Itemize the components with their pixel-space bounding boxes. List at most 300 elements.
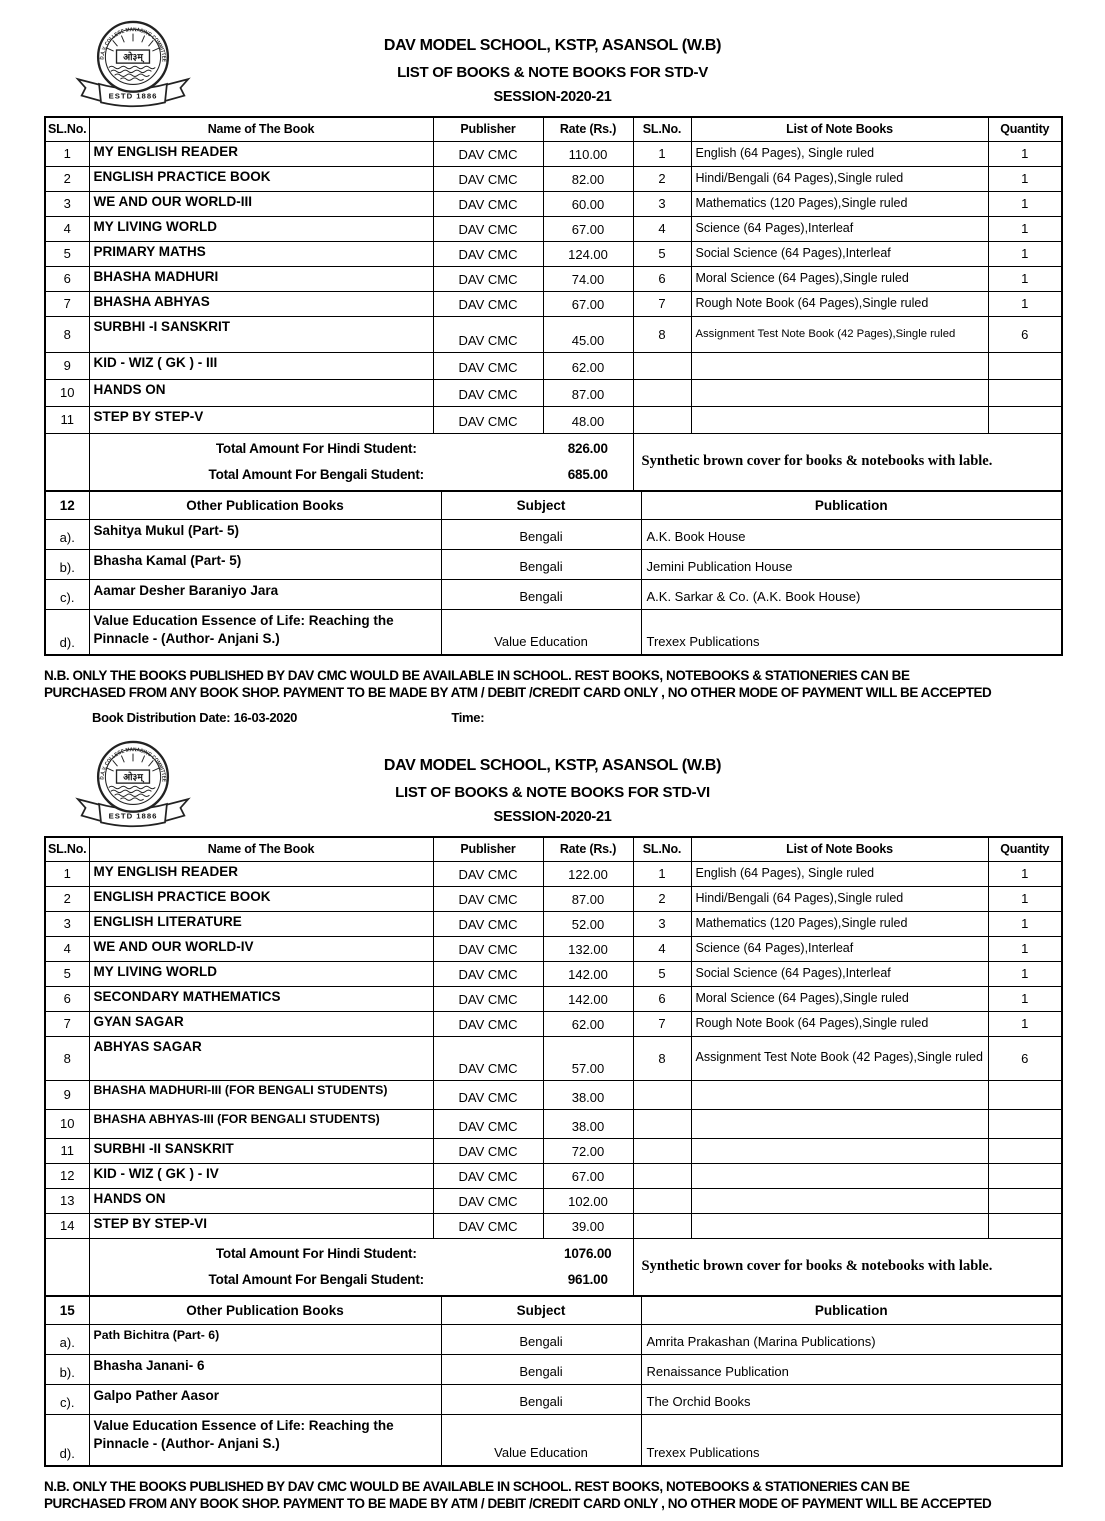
rate-cell: 62.00 (543, 1011, 633, 1036)
publisher-cell: DAV CMC (433, 1188, 543, 1213)
book-slno-cell: 6 (45, 266, 89, 291)
book-name-cell: BHASHA ABHYAS-III (FOR BENGALI STUDENTS) (89, 1109, 433, 1138)
book-slno-cell: 12 (45, 1163, 89, 1188)
pub-publication-cell: Trexex Publications (641, 609, 1062, 655)
subject-header: Subject (441, 491, 641, 519)
book-slno-cell: 14 (45, 1213, 89, 1238)
quantity-cell (988, 1188, 1062, 1213)
book-row (45, 886, 1062, 911)
publisher-cell: DAV CMC (433, 886, 543, 911)
total-bengali-value: 961.00 (567, 1272, 608, 1288)
title-block (44, 20, 1061, 105)
totals-row (45, 1238, 1062, 1296)
publisher-cell: DAV CMC (433, 241, 543, 266)
quantity-cell: 1 (988, 986, 1062, 1011)
notebook-slno-cell: 5 (633, 241, 691, 266)
book-row (45, 936, 1062, 961)
rate-cell: 72.00 (543, 1138, 633, 1163)
quantity-cell: 1 (988, 291, 1062, 316)
session-title: SESSION-2020-21 (493, 809, 612, 825)
pub-name-cell: Value Education Essence of Life: Reaching the Pinnacle - (Author- Anjani S.) (89, 1414, 441, 1466)
quantity-cell: 1 (988, 961, 1062, 986)
book-row (45, 406, 1062, 433)
rate-cell: 48.00 (543, 406, 633, 433)
book-name-cell: MY ENGLISH READER (89, 861, 433, 886)
book-slno-cell: 4 (45, 936, 89, 961)
book-slno-cell: 11 (45, 406, 89, 433)
book-row (45, 1080, 1062, 1109)
publisher-cell: DAV CMC (433, 216, 543, 241)
rate-cell: 67.00 (543, 291, 633, 316)
notebook-name-cell: Rough Note Book (64 Pages),Single ruled (691, 1011, 988, 1036)
book-name-cell: ENGLISH LITERATURE (89, 911, 433, 936)
publisher-cell: DAV CMC (433, 379, 543, 406)
notebook-name-cell (691, 1163, 988, 1188)
book-row (45, 986, 1062, 1011)
quantity-cell (988, 1080, 1062, 1109)
cover-note: Synthetic brown cover for books & notebooks with lable. (633, 433, 1062, 491)
notebook-name-cell: Science (64 Pages),Interleaf (691, 936, 988, 961)
notebook-slno-cell: 7 (633, 291, 691, 316)
nb-note (44, 667, 1061, 701)
total-hindi-value: 1076.00 (564, 1246, 612, 1262)
school-logo-icon (70, 740, 196, 834)
publisher-cell: DAV CMC (433, 1138, 543, 1163)
publisher-cell: DAV CMC (433, 316, 543, 352)
rate-cell: 87.00 (543, 379, 633, 406)
book-row (45, 1188, 1062, 1213)
notebook-name-cell: Moral Science (64 Pages),Single ruled (691, 986, 988, 1011)
publisher-cell: DAV CMC (433, 936, 543, 961)
rate-cell: 142.00 (543, 961, 633, 986)
notebook-slno-cell: 6 (633, 986, 691, 1011)
notebook-name-cell: Social Science (64 Pages),Interleaf (691, 961, 988, 986)
book-slno-cell: 8 (45, 1036, 89, 1080)
publication-header: Publication (641, 491, 1062, 519)
pub-subject-cell: Value Education (441, 1414, 641, 1466)
publisher-cell: DAV CMC (433, 1080, 543, 1109)
pub-slno-cell: b). (45, 1354, 89, 1384)
rate-cell: 82.00 (543, 166, 633, 191)
section-header (44, 20, 1061, 116)
rate-cell: 67.00 (543, 1163, 633, 1188)
book-name-cell: BHASHA ABHYAS (89, 291, 433, 316)
notebook-name-cell: Hindi/Bengali (64 Pages),Single ruled (691, 166, 988, 191)
book-slno-cell: 9 (45, 1080, 89, 1109)
book-name-cell: STEP BY STEP-V (89, 406, 433, 433)
school-name: DAV MODEL SCHOOL, KSTP, ASANSOL (W.B) (383, 37, 722, 54)
pub-slno-cell: d). (45, 609, 89, 655)
book-slno-cell: 3 (45, 911, 89, 936)
quantity-cell (988, 1163, 1062, 1188)
book-name-cell: SURBHI -I SANSKRIT (89, 316, 433, 352)
notebook-slno-cell (633, 352, 691, 379)
publisher-cell: DAV CMC (433, 1109, 543, 1138)
nb-note (44, 1478, 1061, 1512)
book-name-cell: HANDS ON (89, 379, 433, 406)
table-header-row (45, 837, 1062, 861)
total-bengali-label: Total Amount For Bengali Student: (208, 467, 424, 483)
notebook-slno-cell: 3 (633, 911, 691, 936)
quantity-cell: 1 (988, 1011, 1062, 1036)
list-title: LIST OF BOOKS & NOTE BOOKS FOR STD-VI (395, 784, 710, 801)
total-hindi-label: Total Amount For Hindi Student: (215, 441, 417, 457)
rate-cell: 39.00 (543, 1213, 633, 1238)
publisher-cell: DAV CMC (433, 166, 543, 191)
rate-cell: 57.00 (543, 1036, 633, 1080)
notebook-slno-cell (633, 379, 691, 406)
notebook-name-cell: Mathematics (120 Pages),Single ruled (691, 911, 988, 936)
pub-subject-cell: Bengali (441, 1324, 641, 1354)
notebook-slno-cell: 8 (633, 316, 691, 352)
publisher-cell: DAV CMC (433, 1011, 543, 1036)
book-name-cell: MY ENGLISH READER (89, 141, 433, 166)
book-name-cell: ENGLISH PRACTICE BOOK (89, 166, 433, 191)
pub-subject-cell: Value Education (441, 609, 641, 655)
quantity-cell (988, 379, 1062, 406)
pub-subject-cell: Bengali (441, 1354, 641, 1384)
totals-labels (89, 1238, 543, 1296)
pub-slno-cell: a). (45, 1324, 89, 1354)
book-name-cell: STEP BY STEP-VI (89, 1213, 433, 1238)
publication-row (45, 609, 1062, 655)
book-name-cell: SURBHI -II SANSKRIT (89, 1138, 433, 1163)
quantity-cell: 6 (988, 316, 1062, 352)
notebook-name-cell (691, 1080, 988, 1109)
book-slno-cell: 5 (45, 961, 89, 986)
section-header (44, 740, 1061, 836)
quantity-cell (988, 406, 1062, 433)
pub-slno-cell: a). (45, 519, 89, 549)
quantity-cell: 1 (988, 861, 1062, 886)
publications-title-header: Other Publication Books (89, 1296, 441, 1324)
pub-name-cell: Bhasha Kamal (Part- 5) (89, 549, 441, 579)
notebook-slno-cell: 7 (633, 1011, 691, 1036)
subject-header: Subject (441, 1296, 641, 1324)
total-hindi-label: Total Amount For Hindi Student: (215, 1246, 417, 1262)
publications-title-header: Other Publication Books (89, 491, 441, 519)
table-header-cell: SL.No. (45, 117, 89, 141)
session-title: SESSION-2020-21 (493, 89, 612, 105)
notebook-slno-cell: 6 (633, 266, 691, 291)
book-slno-cell: 9 (45, 352, 89, 379)
publisher-cell: DAV CMC (433, 1036, 543, 1080)
pub-subject-cell: Bengali (441, 519, 641, 549)
totals-empty-cell (45, 1238, 89, 1296)
rate-cell: 110.00 (543, 141, 633, 166)
notebook-slno-cell (633, 1163, 691, 1188)
quantity-cell (988, 1109, 1062, 1138)
notebook-slno-cell: 4 (633, 936, 691, 961)
rate-cell: 52.00 (543, 911, 633, 936)
publisher-cell: DAV CMC (433, 1213, 543, 1238)
pub-publication-cell: A.K. Book House (641, 519, 1062, 549)
book-row (45, 911, 1062, 936)
book-row (45, 1213, 1062, 1238)
pub-name-cell: Sahitya Mukul (Part- 5) (89, 519, 441, 549)
rate-cell: 74.00 (543, 266, 633, 291)
school-logo-icon (70, 20, 196, 114)
table-header-cell: SL.No. (633, 837, 691, 861)
notebook-name-cell: Assignment Test Note Book (42 Pages),Single ruled (691, 1036, 988, 1080)
pub-slno-cell: c). (45, 579, 89, 609)
book-slno-cell: 7 (45, 1011, 89, 1036)
rate-cell: 124.00 (543, 241, 633, 266)
notebook-name-cell: Moral Science (64 Pages),Single ruled (691, 266, 988, 291)
distribution-date-label: Book Distribution Date: 16-03-2020 (92, 710, 298, 725)
table-header-cell: Quantity (988, 837, 1062, 861)
book-row (45, 241, 1062, 266)
logo-ring-text: D.A.V. COLLEGE MANAGING COMMITTEE (99, 747, 167, 783)
totals-empty-cell (45, 433, 89, 491)
publisher-cell: DAV CMC (433, 291, 543, 316)
title-block (44, 740, 1061, 825)
quantity-cell (988, 352, 1062, 379)
table-header-cell: Rate (Rs.) (543, 117, 633, 141)
pub-publication-cell: Renaissance Publication (641, 1354, 1062, 1384)
book-name-cell: ENGLISH PRACTICE BOOK (89, 886, 433, 911)
book-slno-cell: 8 (45, 316, 89, 352)
book-slno-cell: 5 (45, 241, 89, 266)
pub-name-cell: Galpo Pather Aasor (89, 1384, 441, 1414)
pub-subject-cell: Bengali (441, 1384, 641, 1414)
publications-header-row (45, 491, 1062, 519)
book-row (45, 266, 1062, 291)
notebook-name-cell: Mathematics (120 Pages),Single ruled (691, 191, 988, 216)
book-name-cell: HANDS ON (89, 1188, 433, 1213)
rate-cell: 60.00 (543, 191, 633, 216)
pub-publication-cell: The Orchid Books (641, 1384, 1062, 1414)
pub-publication-cell: A.K. Sarkar & Co. (A.K. Book House) (641, 579, 1062, 609)
book-name-cell: BHASHA MADHURI-III (FOR BENGALI STUDENTS) (89, 1080, 433, 1109)
book-slno-cell: 4 (45, 216, 89, 241)
rate-cell: 122.00 (543, 861, 633, 886)
publisher-cell: DAV CMC (433, 406, 543, 433)
om-text: ओ३म् (123, 52, 143, 64)
notebook-name-cell: Hindi/Bengali (64 Pages),Single ruled (691, 886, 988, 911)
book-row (45, 1109, 1062, 1138)
estd-text: ESTD 1886 (108, 811, 158, 821)
rate-cell: 102.00 (543, 1188, 633, 1213)
publication-header: Publication (641, 1296, 1062, 1324)
notebook-name-cell: English (64 Pages), Single ruled (691, 141, 988, 166)
publisher-cell: DAV CMC (433, 352, 543, 379)
book-slno-cell: 1 (45, 861, 89, 886)
school-name: DAV MODEL SCHOOL, KSTP, ASANSOL (W.B) (383, 757, 722, 774)
publisher-cell: DAV CMC (433, 861, 543, 886)
quantity-cell: 1 (988, 936, 1062, 961)
quantity-cell: 1 (988, 266, 1062, 291)
rate-cell: 67.00 (543, 216, 633, 241)
notebook-slno-cell: 1 (633, 861, 691, 886)
book-slno-cell: 6 (45, 986, 89, 1011)
book-row (45, 1163, 1062, 1188)
book-slno-cell: 7 (45, 291, 89, 316)
total-bengali-value: 685.00 (567, 467, 608, 483)
book-name-cell: SECONDARY MATHEMATICS (89, 986, 433, 1011)
notebook-slno-cell: 2 (633, 166, 691, 191)
book-slno-cell: 10 (45, 1109, 89, 1138)
book-row (45, 379, 1062, 406)
publisher-cell: DAV CMC (433, 911, 543, 936)
book-row (45, 1036, 1062, 1080)
total-hindi-value: 826.00 (567, 441, 608, 457)
book-row (45, 861, 1062, 886)
notebook-slno-cell (633, 1188, 691, 1213)
notebook-slno-cell: 3 (633, 191, 691, 216)
notebook-slno-cell (633, 1213, 691, 1238)
notebook-name-cell (691, 1188, 988, 1213)
estd-text: ESTD 1886 (108, 91, 158, 101)
publications-slno-header: 15 (45, 1296, 89, 1324)
book-row (45, 961, 1062, 986)
table-header-cell: Name of The Book (89, 837, 433, 861)
notebook-slno-cell: 1 (633, 141, 691, 166)
pub-publication-cell: Trexex Publications (641, 1414, 1062, 1466)
publisher-cell: DAV CMC (433, 191, 543, 216)
notebook-name-cell: Assignment Test Note Book (42 Pages),Single ruled (691, 316, 988, 352)
quantity-cell: 1 (988, 241, 1062, 266)
quantity-cell: 1 (988, 141, 1062, 166)
publication-row (45, 1384, 1062, 1414)
totals-values (543, 433, 633, 491)
notebook-slno-cell: 4 (633, 216, 691, 241)
book-name-cell: WE AND OUR WORLD-IV (89, 936, 433, 961)
book-row (45, 352, 1062, 379)
table-header-cell: Name of The Book (89, 117, 433, 141)
nb-note-line: PURCHASED FROM ANY BOOK SHOP. PAYMENT TO BE MADE BY ATM / DEBIT /CREDIT CARD ONLY , NO OTHER MODE OF PAYMENT WILL BE ACCEPTED (44, 1496, 992, 1511)
book-name-cell: MY LIVING WORLD (89, 961, 433, 986)
notebook-name-cell (691, 1138, 988, 1163)
publisher-cell: DAV CMC (433, 986, 543, 1011)
notebook-slno-cell: 2 (633, 886, 691, 911)
notebook-name-cell: English (64 Pages), Single ruled (691, 861, 988, 886)
quantity-cell: 1 (988, 166, 1062, 191)
notebook-name-cell: Rough Note Book (64 Pages),Single ruled (691, 291, 988, 316)
table-header-cell: Quantity (988, 117, 1062, 141)
nb-note-line: N.B. ONLY THE BOOKS PUBLISHED BY DAV CMC WOULD BE AVAILABLE IN SCHOOL. REST BOOKS, NOTEBOOKS & STATIONERIES CAN BE (44, 668, 910, 683)
table-header-cell: Publisher (433, 117, 543, 141)
rate-cell: 132.00 (543, 936, 633, 961)
rate-cell: 142.00 (543, 986, 633, 1011)
book-slno-cell: 2 (45, 886, 89, 911)
pub-slno-cell: d). (45, 1414, 89, 1466)
notebook-name-cell (691, 1213, 988, 1238)
publication-row (45, 549, 1062, 579)
quantity-cell: 1 (988, 191, 1062, 216)
quantity-cell: 1 (988, 216, 1062, 241)
book-slno-cell: 3 (45, 191, 89, 216)
notebook-name-cell: Social Science (64 Pages),Interleaf (691, 241, 988, 266)
time-label: Time: (451, 710, 485, 725)
books-table (44, 836, 1063, 1297)
quantity-cell: 1 (988, 886, 1062, 911)
nb-note-line: PURCHASED FROM ANY BOOK SHOP. PAYMENT TO BE MADE BY ATM / DEBIT /CREDIT CARD ONLY , NO OTHER MODE OF PAYMENT WILL BE ACCEPTED (44, 685, 992, 700)
table-header-cell: Rate (Rs.) (543, 837, 633, 861)
pub-subject-cell: Bengali (441, 579, 641, 609)
pub-subject-cell: Bengali (441, 549, 641, 579)
notebook-name-cell (691, 406, 988, 433)
book-name-cell: GYAN SAGAR (89, 1011, 433, 1036)
book-row (45, 216, 1062, 241)
book-row (45, 291, 1062, 316)
table-header-row (45, 117, 1062, 141)
book-name-cell: MY LIVING WORLD (89, 216, 433, 241)
book-list-section (44, 20, 1061, 730)
notebook-slno-cell (633, 406, 691, 433)
publication-row (45, 1414, 1062, 1466)
book-row (45, 166, 1062, 191)
book-slno-cell: 2 (45, 166, 89, 191)
book-name-cell: ABHYAS SAGAR (89, 1036, 433, 1080)
notebook-slno-cell (633, 1138, 691, 1163)
pub-name-cell: Value Education Essence of Life: Reaching the Pinnacle - (Author- Anjani S.) (89, 609, 441, 655)
publications-table (44, 490, 1063, 656)
pub-slno-cell: c). (45, 1384, 89, 1414)
totals-labels (89, 433, 543, 491)
pub-slno-cell: b). (45, 549, 89, 579)
quantity-cell: 6 (988, 1036, 1062, 1080)
book-name-cell: KID - WIZ ( GK ) - III (89, 352, 433, 379)
totals-values (543, 1238, 633, 1296)
rate-cell: 38.00 (543, 1080, 633, 1109)
notebook-name-cell (691, 352, 988, 379)
list-title: LIST OF BOOKS & NOTE BOOKS FOR STD-V (397, 64, 708, 81)
publications-header-row (45, 1296, 1062, 1324)
publications-slno-header: 12 (45, 491, 89, 519)
notebook-slno-cell: 5 (633, 961, 691, 986)
publication-row (45, 519, 1062, 549)
book-row (45, 316, 1062, 352)
publications-table (44, 1295, 1063, 1467)
rate-cell: 45.00 (543, 316, 633, 352)
book-slno-cell: 1 (45, 141, 89, 166)
book-slno-cell: 13 (45, 1188, 89, 1213)
book-row (45, 1011, 1062, 1036)
om-text: ओ३म् (123, 772, 143, 784)
table-header-cell: SL.No. (45, 837, 89, 861)
book-list-section (44, 740, 1061, 1512)
pub-name-cell: Bhasha Janani- 6 (89, 1354, 441, 1384)
notebook-slno-cell (633, 1109, 691, 1138)
rate-cell: 38.00 (543, 1109, 633, 1138)
notebook-slno-cell: 8 (633, 1036, 691, 1080)
pub-publication-cell: Jemini Publication House (641, 549, 1062, 579)
books-table (44, 116, 1063, 492)
rate-cell: 62.00 (543, 352, 633, 379)
quantity-cell: 1 (988, 911, 1062, 936)
totals-row (45, 433, 1062, 491)
pub-publication-cell: Amrita Prakashan (Marina Publications) (641, 1324, 1062, 1354)
publication-row (45, 1324, 1062, 1354)
total-bengali-label: Total Amount For Bengali Student: (208, 1272, 424, 1288)
publication-row (45, 579, 1062, 609)
notebook-name-cell: Science (64 Pages),Interleaf (691, 216, 988, 241)
distribution-row (92, 710, 1061, 730)
quantity-cell (988, 1213, 1062, 1238)
book-row (45, 141, 1062, 166)
table-header-cell: SL.No. (633, 117, 691, 141)
book-row (45, 1138, 1062, 1163)
book-name-cell: KID - WIZ ( GK ) - IV (89, 1163, 433, 1188)
cover-note: Synthetic brown cover for books & notebooks with lable. (633, 1238, 1062, 1296)
notebook-slno-cell (633, 1080, 691, 1109)
notebook-name-cell (691, 379, 988, 406)
logo-ring-text: D.A.V. COLLEGE MANAGING COMMITTEE (99, 27, 167, 63)
publisher-cell: DAV CMC (433, 961, 543, 986)
notebook-name-cell (691, 1109, 988, 1138)
book-slno-cell: 10 (45, 379, 89, 406)
